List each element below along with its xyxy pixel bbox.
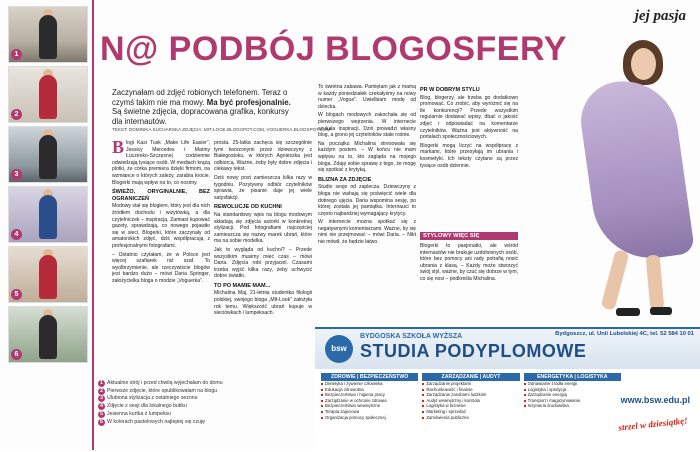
byline: TEKST: DOMINIKA KUCHARSKA ZDJĘCIA: MIT-LOOK.BLOGSPOT.COM, VOGUERKA.BLOGSPOT.COM [112, 127, 331, 132]
school-name: BYDGOSKA SZKOŁA WYŻSZA [360, 333, 463, 340]
ad-program-column: ZDROWIE | BEZPIECZEŃSTWO Dietetyka i żywienie człowieka Edukacja zdrowotna Bezpieczeństwo i higiena pracy Zarządzanie w ochronie zdrowia Bezpieczeństwo wewnętrzne Terapia zajęciowa Organizacja pomocy społecznej [321, 373, 418, 420]
model-photo [528, 30, 698, 320]
program-item: Bezpieczeństwo i higiena pracy [321, 392, 418, 398]
sidebar-box-title: STYLOWY WIĘC SIĘ [420, 232, 518, 240]
program-item: Logistyka w biznesie [422, 403, 519, 409]
drop-cap: B [112, 137, 125, 157]
program-item: Edukacja zdrowotna [321, 387, 418, 393]
ad-title: STUDIA PODYPLOMOWE [360, 341, 587, 361]
program-item: Audyt wewnętrzny i kontrola [422, 398, 519, 404]
caption-item: 5 Jesienna kurtka z lumpeksu [98, 411, 240, 418]
photo-strip [8, 6, 92, 366]
program-item: Odnawialne źródła energii [524, 381, 621, 387]
program-item: Transport i magazynowanie [524, 398, 621, 404]
article-column-1: Blogi Kasi Tusk „Make Life Easier”, Jessicy Mercedes i Mariny Łuczenko-Szczęsnej codziennie odwiedzają tysiące osób. W mediach krążą plotki, że córka premiera dzięki firmom, na wzmiance o których zależy, zarabia krocie. Blogerki mają wpływ na to, co nosimy. ŚWIEŻO, ORYGINALNIE, BEZ OGRANICZEŃ Modowy stał się blogiem, który jest dla nich źródłem dochodu i wizytówką, a dla czytelniczek – inspiracją. Zamiast kupować gazety, sprawdzają, co nowego pojawiło się w sieci. Blogerki, które zaczynały od amatorskich zdjęć, dziś współpracują z profesjonalnymi fotografami. – Ostatnio czytałam, że w Polsce jest więcej szafiarek niż szaf. To wyolbrzymienie, ale rzeczywiście blogów jest bardzo dużo – mówi Daria Springer, założycielka bloga o modzie „Voguerka”. [112, 137, 210, 284]
program-item: Organizacja pomocy społecznej [321, 415, 418, 421]
section-label: jej pasja [634, 8, 686, 24]
ad-program-column: ZARZĄDZANIE | AUDYT Zarządzanie projektami Rachunkowość i finanse Zarządzanie zasobami ludzkimi Audyt wewnętrzny i kontrola Logistyka w biznesie Marketing i sprzedaż Zamówienia publiczne [422, 373, 519, 420]
caption-item: 1 Aktualnie strój i przed chwilą wyjechałam do domu [98, 380, 240, 387]
program-item: Logistyka i spedycja [524, 387, 621, 393]
program-item: Zarządzanie zasobami ludzkimi [422, 392, 519, 398]
program-item: Terapia zajęciowa [321, 409, 418, 415]
photo-number-badge: 1 [11, 49, 22, 60]
program-item: Marketing i sprzedaż [422, 409, 519, 415]
program-item: Rachunkowość i finanse [422, 387, 519, 393]
program-item: Dietetyka i żywienie człowieka [321, 381, 418, 387]
article-headline: N@ PODBÓJ BLOGOSFERY [100, 30, 567, 68]
photo-number-badge: 3 [11, 169, 22, 180]
school-logo: bsw [325, 335, 353, 363]
subheading: TO PO MAMIE MAM... [214, 282, 271, 289]
subheading: BLIZNA ZA ZDJĘCIE [318, 176, 372, 183]
sidebar-box [420, 232, 518, 283]
article-column-2: prosta. 25-latka zachęca się szczególnie tymi tworzonymi przez dziewczyny z Białegostoku, w których Agnieszka jest odbiorcą. Ważne, żeby były dobre zdjęcia i ciekawy tekst. Dziś nowy post zamieszcza kilka razy w tygodniu. Pozytywny odbiór czytelników sprawia, że pisanie daje jej wiele satysfakcji. REWOLUCJE OD KUCHNI Na standardowy wpis na blogu modowym składają się zdjęcia autorki w konkretnej stylizacji. Pod fotografiami najczęściej zamieszcza się nazwy marek ubrań, które ma na sobie modelka. Jak to wygląda od kuchni? – Przede wszystkim musimy mieć czas – mówi Daria. Zdjęcia robi przyjaciel. Czasami trzeba wyjść kilka razy, żeby uchwycić dobre światło. TO PO MAMIE MAM... Michalina Maj, 21-letnia studentka filologii polskiej, swojego bloga „MIt-Look” założyła rok temu. Większość ubrań kupuje w sieciówkach i lumpeksach. [214, 140, 312, 317]
blogger-photo-2 [8, 66, 88, 123]
blogger-photo-5 [8, 246, 88, 303]
subheading: PR W DOBRYM STYLU [420, 87, 480, 93]
program-item: Bezpieczeństwo wewnętrzne [321, 403, 418, 409]
article-column-3: To świetna zabawa. Pamiętam jak z mamą w każdy poniedziałek czekałyśmy na nowy numer „Vogue”. Uwielbiam modę od dziecka. W blogach modowych zakochała się od pierwszego wejrzenia. W internecie szukała inspiracji. Dziś prowadzi własny blog, a grono jej czytelników stale rośnie. Na początku Michalina stresowała się każdym postem. – W końcu nie mam wpływu na to, kto zagląda na mojego bloga. Zdaję sobie sprawę z tego, że mogę się spotkać z krytyką. BLIZNA ZA ZDJĘCIE Studio sesje od zaplecza. Dziewczyny z bloga nie wahają się poświęcić wiele dla dobrego ujęcia. Daria wspomina sesję, po której została jej pamiątka. Internauci to często najbardziej wymagający krytycy. W internecie można spotkać się z negatywnymi komentarzami. Ważne, by się nimi nie przejmować – mówi Daria. – Nikt nie mówił, że będzie łatwo. [318, 84, 416, 246]
school-advertisement[interactable] [315, 327, 700, 452]
blogger-photo-6 [8, 306, 88, 363]
program-item: Inżynieria środowiska [524, 403, 621, 409]
photo-number-badge: 2 [11, 109, 22, 120]
caption-item: 4 Zdjęcie z sesji dla lokalnego butiku [98, 403, 240, 410]
blogger-photo-1 [8, 6, 88, 63]
sidebar-box-body: Blogerki to pasjonatki, ale wśród internautów nie brakuje uzdolnionych osób, które bez pomocy ani rady potrafią nosić ubrania z klasą. – Każdy może stworzyć swój styl, ważne, by czuć się dobrze w tym, co się nosi – podkreśla Michalina. [420, 243, 518, 282]
program-item: Zarządzanie w ochronie zdrowia [321, 398, 418, 404]
article-lead: Zaczynałam od zdjęć robionych telefonem. Teraz o czymś takim nie ma mowy. Ma być profesjonalnie. Są świetne zdjęcia, dopracowana grafika, konkursy dla internautów. [112, 88, 291, 126]
photo-number-badge: 4 [11, 229, 22, 240]
program-item: Zarządzanie projektami [422, 381, 519, 387]
caption-item: 6 W kolorach pastelowych najlepiej się czuję [98, 419, 240, 426]
blogger-photo-4 [8, 186, 88, 243]
photo-number-badge: 5 [11, 289, 22, 300]
program-item: Zamówienia publiczne [422, 415, 519, 421]
subheading: ŚWIEŻO, ORYGINALNIE, BEZ OGRANICZEŃ [112, 189, 210, 202]
ad-program-columns [321, 373, 621, 420]
program-item: Zarządzanie energią [524, 392, 621, 398]
ad-program-column: ENERGETYKA | LOGISTYKA Odnawialne źródła energii Logistyka i spedycja Zarządzanie energią Transport i magazynowanie Inżynieria środowiska [524, 373, 621, 420]
article-column-4: PR W DOBRYM STYLU Blog, blogerzy, ale trzeba go dodatkowo promować. Co zrobić, aby wyróżnić się na tle konkurencji? Przede wszystkim regularnie dodawać wpisy, dbać o jakość zdjęć i odpowiadać na komentarze czytelników. Ważna jest aktywność na portalach społecznościowych. Blogerki mogą liczyć na współpracę z markami, które przesyłają im ubrania i kosmetyki. Ich teksty czytane są przez tysiące osób dziennie. [420, 87, 518, 169]
decorative-divider [92, 0, 94, 450]
ad-website-link[interactable]: www.bsw.edu.pl [620, 395, 690, 405]
blogger-photo-3 [8, 126, 88, 183]
subheading: REWOLUCJE OD KUCHNI [214, 204, 282, 211]
photo-number-badge: 6 [11, 349, 22, 360]
caption-item: 2 Pierwsze zdjęcie, które opublikowałam na blogu [98, 388, 240, 395]
ad-slogan: strzel w dziesiątkę! [617, 415, 689, 433]
caption-item: 3 Ulubiona stylizacja z ostatniego sezonu [98, 395, 240, 402]
ad-address: Bydgoszcz, ul. Unii Lubelskiej 4C, tel. 52 584 10 01 [555, 331, 694, 337]
photo-captions [98, 380, 240, 426]
